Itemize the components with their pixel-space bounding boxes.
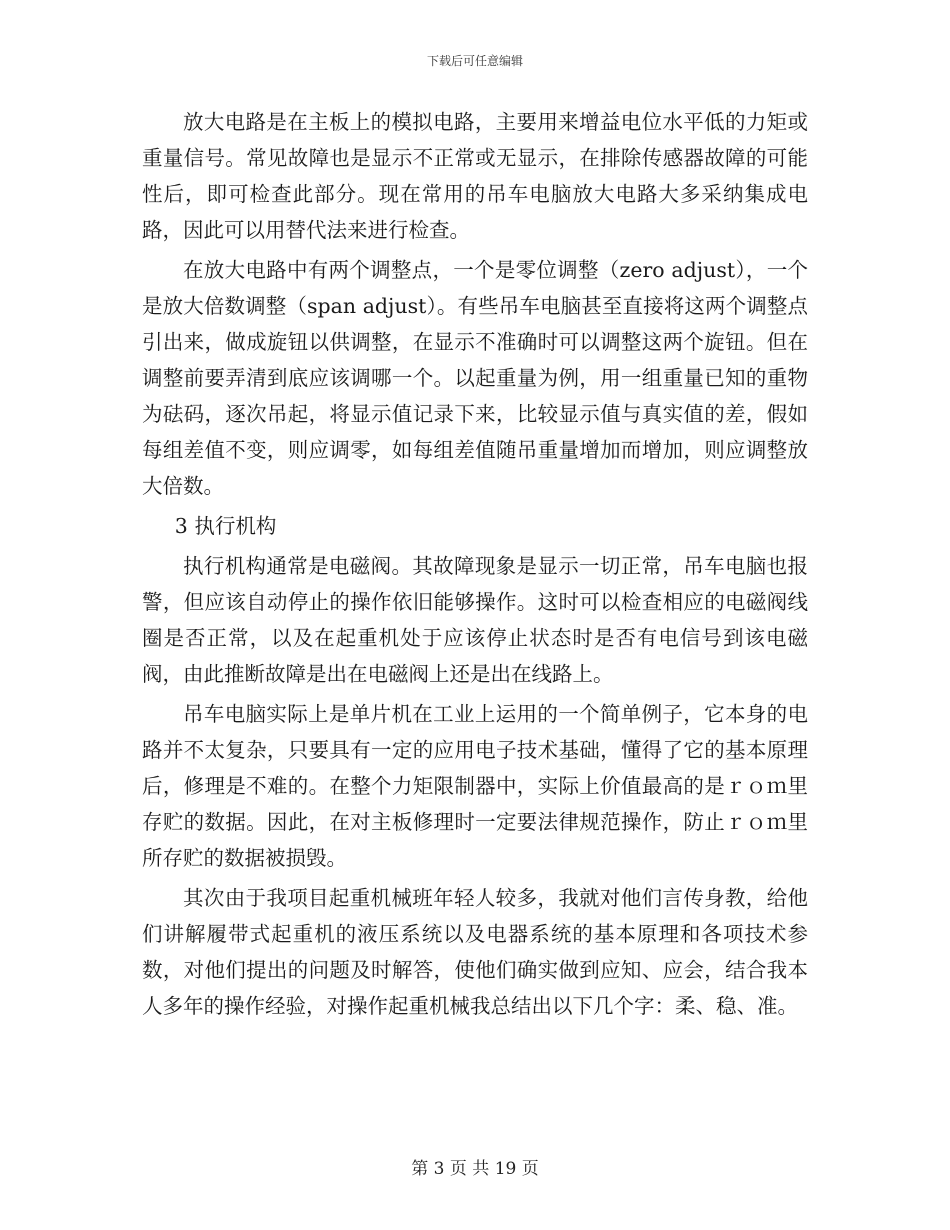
paragraph-solenoid-valve: 执行机构通常是电磁阀。其故障现象是显示一切正常，吊车电脑也报警，但应该自动停止的操作依旧能够操作。这时可以检查相应的电磁阀线圈是否正常，以及在起重机处于应该停止状态时是否有电信号到该电磁阀，由此推断故障是出在电磁阀上还是出在线路上。 <box>142 554 808 686</box>
paragraph-training: 其次由于我项目起重机械班年轻人较多，我就对他们言传身教，给他们讲解履带式起重机的液压系统以及电器系统的基本原理和各项技术参数，对他们提出的问题及时解答，使他们确实做到应知、应会，结合我本人多年的操作经验，对操作起重机械我总结出以下几个字：柔、稳、准。 <box>142 886 808 1018</box>
document-body <box>142 104 808 1028</box>
paragraph-crane-computer: 吊车电脑实际上是单片机在工业上运用的一个简单例子，它本身的电路并不太复杂，只要具有一定的应用电子技术基础，懂得了它的基本原理后，修理是不难的。在整个力矩限制器中，实际上价值最高的是ｒｏｍ里存贮的数据。因此，在对主板修理时一定要法律规范操作，防止ｒｏｍ里所存贮的数据被损毁。 <box>142 702 808 870</box>
page-number-footer: 第 3 页 共 19 页 <box>411 1159 539 1179</box>
section-heading-actuator: 3 执行机构 <box>174 514 277 538</box>
paragraph-amplifier-circuit: 放大电路是在主板上的模拟电路，主要用来增益电位水平低的力矩或重量信号。常见故障也是显示不正常或无显示，在排除传感器故障的可能性后，即可检查此部分。现在常用的吊车电脑放大电路大多采纳集成电路，因此可以用替代法来进行检查。 <box>142 110 808 242</box>
paragraph-adjustment-points: 在放大电路中有两个调整点，一个是零位调整（zero adjust），一个是放大倍数调整（span adjust）。有些吊车电脑甚至直接将这两个调整点引出来，做成旋钮以供调整，在显示不准确时可以调整这两个旋钮。但在调整前要弄清到底应该调哪一个。以起重量为例，用一组重量已知的重物为砝码，逐次吊起，将显示值记录下来，比较显示值与真实值的差，假如每组差值不变，则应调零，如每组差值随吊重量增加而增加，则应调整放大倍数。 <box>142 258 808 498</box>
page-header: 下载后可任意编辑 <box>426 54 523 68</box>
